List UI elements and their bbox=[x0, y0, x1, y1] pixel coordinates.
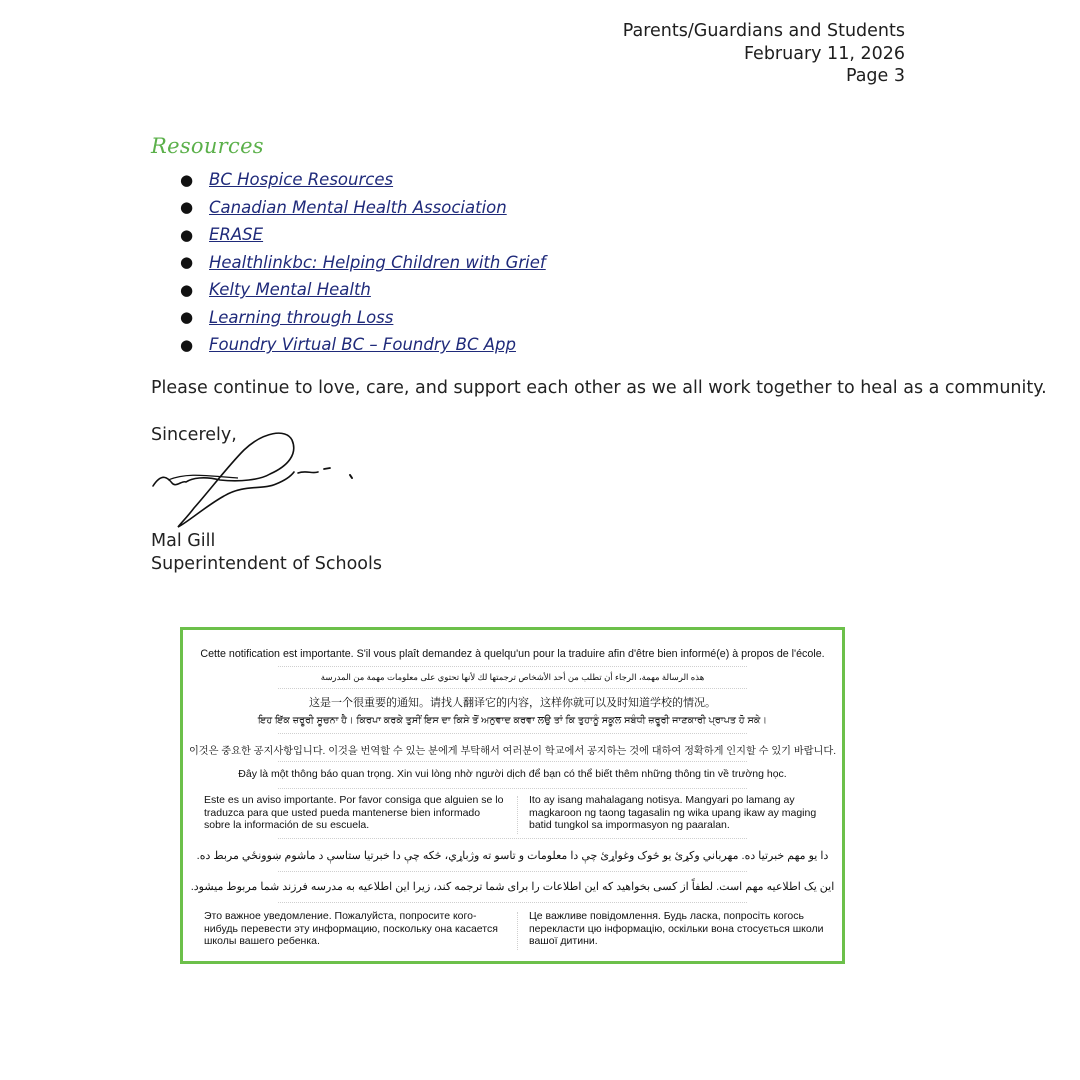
notice-farsi: این یک اطلاعیه مهم است. لطفاً از کسی بخواهید که این اطلاعات را برای شما ترجمه کند، زیرا این اطلاعیه به مدرسه فرزند شما مربوط میشود. bbox=[190, 881, 835, 893]
divider bbox=[278, 761, 747, 762]
notice-arabic: هذه الرسالة مهمة، الرجاء أن تطلب من أحد الأشخاص ترجمتها لك لأنها تحتوي على معلومات مهمة من المدرسة bbox=[320, 672, 705, 682]
list-item bbox=[180, 194, 546, 222]
notice-ukrainian: Це важливе повідомлення. Будь ласка, попросіть когось перекласти цю інформацію, оскільки вона стосується школи вашої дитини. bbox=[529, 910, 824, 947]
header-page-number: Page 3 bbox=[845, 66, 905, 86]
resources-heading: Resources bbox=[151, 134, 264, 158]
divider bbox=[278, 666, 747, 667]
signatory-name: Mal Gill bbox=[151, 531, 216, 551]
list-item bbox=[180, 221, 546, 249]
header-date: February 11, 2026 bbox=[743, 43, 905, 64]
notice-tagalog: Ito ay isang mahalagang notisya. Mangyari po lamang ay magkaroon ng taong tagasalin ng wika upang ikaw ay maging batid tungkol sa impormasyon ng paaralan. bbox=[529, 794, 817, 831]
notice-vietnamese: Đây là một thông báo quan trọng. Xin vui lòng nhờ người dịch để bạn có thể biết thêm những thông tin về trường học. bbox=[238, 768, 787, 780]
bullet-icon: ● bbox=[180, 335, 194, 354]
column-divider bbox=[517, 796, 518, 834]
salutation: Sincerely, bbox=[151, 425, 237, 445]
list-item bbox=[180, 304, 546, 332]
bullet-icon: ● bbox=[180, 170, 194, 189]
link-foundry-virtual-bc[interactable]: Foundry Virtual BC – Foundry BC App bbox=[209, 335, 516, 355]
notice-french: Cette notification est importante. S'il vous plaît demandez à quelqu'un pour la traduire afin d'être bien informé(e) à propos de l'école. bbox=[200, 648, 825, 660]
link-bc-hospice-resources[interactable]: BC Hospice Resources bbox=[209, 170, 394, 190]
bullet-icon: ● bbox=[180, 308, 194, 327]
signatory-title: Superintendent of Schools bbox=[151, 554, 382, 574]
list-item bbox=[180, 166, 546, 194]
list-item bbox=[180, 276, 546, 304]
header-recipient: Parents/Guardians and Students bbox=[622, 21, 905, 41]
divider bbox=[278, 838, 747, 839]
bullet-icon: ● bbox=[180, 225, 194, 244]
link-kelty-mental-health[interactable]: Kelty Mental Health bbox=[209, 280, 371, 300]
notice-korean: 이것은 중요한 공지사항입니다. 이것을 번역할 수 있는 분에게 부탁해서 여러분이 학교에서 공지하는 것에 대하여 정확하게 인지할 수 있기 바랍니다. bbox=[188, 746, 837, 757]
signatory bbox=[151, 530, 382, 576]
divider bbox=[278, 871, 747, 872]
divider bbox=[278, 733, 747, 734]
letter-header bbox=[623, 20, 905, 88]
link-healthlinkbc-grief[interactable]: Healthlinkbc: Helping Children with Grief bbox=[209, 252, 546, 272]
translation-notice-box bbox=[180, 627, 845, 964]
link-canadian-mental-health-association[interactable]: Canadian Mental Health Association bbox=[209, 197, 507, 217]
notice-pashto: دا یو مهم خبرتیا ده. مهرباني وکړئ یو څوک وغواړئ چې دا معلومات و تاسو ته وژباړي، څکه چې دا خبرتیا ستاسې د ماشوم ښوونځي مربط ده. bbox=[196, 850, 829, 862]
list-item bbox=[180, 331, 546, 359]
bullet-icon: ● bbox=[180, 198, 194, 217]
notice-russian: Это важное уведомление. Пожалуйста, попросите кого-нибудь перевести эту информацию, поскольку она касается школы вашего ребенка. bbox=[204, 910, 498, 947]
resources-list bbox=[180, 166, 546, 359]
bullet-icon: ● bbox=[180, 253, 194, 272]
notice-chinese: 这是一个很重要的通知。请找人翻译它的内容，这样你就可以及时知道学校的情况。 bbox=[309, 697, 716, 709]
divider bbox=[278, 688, 747, 689]
notice-punjabi: ਇਹ ਇੱਕ ਜ਼ਰੂਰੀ ਸੂਚਨਾ ਹੈ। ਕਿਰਪਾ ਕਰਕੇ ਤੁਸੀਂ ਇਸ ਦਾ ਕਿਸੇ ਤੋਂ ਅਨੁਵਾਦ ਕਰਵਾ ਲਉ ਤਾਂ ਕਿ ਤੁਹਾਨੂੰ ਸਕੂਲ ਸਬੰਧੀ ਜ਼ਰੂਰੀ ਜਾਣਕਾਰੀ ਪ੍ਰਾਪਤ ਹੋ ਸਕੇ। bbox=[257, 715, 768, 726]
divider bbox=[278, 902, 747, 903]
closing-message: Please continue to love, care, and support each other as we all work together to heal as a community. bbox=[151, 378, 1047, 398]
list-item bbox=[180, 249, 546, 277]
link-erase[interactable]: ERASE bbox=[209, 225, 264, 245]
signature-image bbox=[148, 428, 363, 538]
column-divider bbox=[517, 912, 518, 950]
notice-spanish: Este es un aviso importante. Por favor consiga que alguien se lo traduzca para que usted pueda mantenerse bien informado sobre la información de su escuela. bbox=[204, 794, 504, 831]
divider bbox=[278, 788, 747, 789]
link-learning-through-loss[interactable]: Learning through Loss bbox=[209, 307, 394, 327]
bullet-icon: ● bbox=[180, 280, 194, 299]
